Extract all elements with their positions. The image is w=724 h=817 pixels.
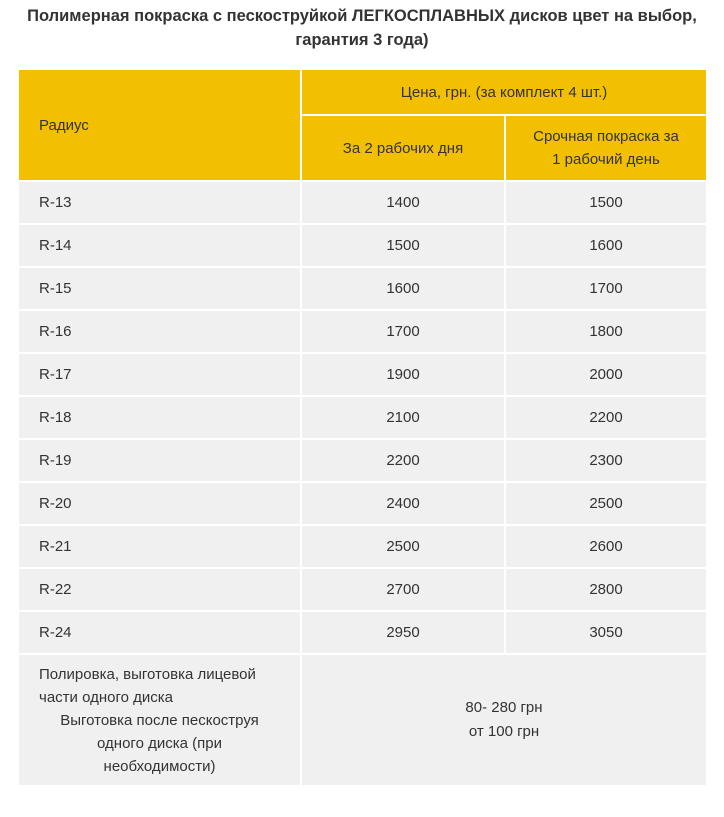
- cell-radius: R-16: [18, 310, 301, 353]
- cell-price-urgent: 2000: [505, 353, 707, 396]
- cell-price-normal: 2950: [301, 611, 505, 654]
- footer-services-price: [301, 654, 707, 786]
- cell-price-normal: 1400: [301, 181, 505, 224]
- table-row: [18, 224, 707, 267]
- table-row: [18, 525, 707, 568]
- header-radius: Радиус: [18, 69, 301, 181]
- header-col-normal: За 2 рабочих дня: [301, 115, 505, 181]
- footer-label-line-4: одного диска (при: [97, 734, 222, 752]
- cell-price-urgent: 1800: [505, 310, 707, 353]
- footer-label-line-1: Полировка, выготовка лицевой: [39, 665, 256, 683]
- cell-radius: R-22: [18, 568, 301, 611]
- header-col-urgent: [505, 115, 707, 181]
- table-row: [18, 267, 707, 310]
- page-title-line-2: гарантия 3 года): [295, 31, 429, 49]
- cell-radius: R-19: [18, 439, 301, 482]
- cell-radius: R-21: [18, 525, 301, 568]
- cell-price-normal: 2700: [301, 568, 505, 611]
- header-price-group: Цена, грн. (за комплект 4 шт.): [301, 69, 707, 115]
- cell-radius: R-15: [18, 267, 301, 310]
- table-row: [18, 396, 707, 439]
- cell-price-urgent: 1600: [505, 224, 707, 267]
- table-header-row: [18, 69, 707, 115]
- cell-radius: R-20: [18, 482, 301, 525]
- footer-services-label: [18, 654, 301, 786]
- cell-price-normal: 1600: [301, 267, 505, 310]
- cell-price-urgent: 2800: [505, 568, 707, 611]
- header-col-urgent-line-2: 1 рабочий день: [552, 151, 660, 168]
- price-table: [17, 68, 708, 787]
- cell-price-normal: 1900: [301, 353, 505, 396]
- cell-price-urgent: 1500: [505, 181, 707, 224]
- cell-radius: R-17: [18, 353, 301, 396]
- cell-price-normal: 2200: [301, 439, 505, 482]
- cell-radius: R-18: [18, 396, 301, 439]
- cell-radius: R-24: [18, 611, 301, 654]
- cell-radius: R-13: [18, 181, 301, 224]
- cell-price-normal: 2500: [301, 525, 505, 568]
- footer-label-line-5: необходимости): [103, 757, 216, 775]
- table-row: [18, 611, 707, 654]
- table-footer-row: [18, 654, 707, 786]
- footer-label-line-2: части одного диска: [39, 688, 173, 706]
- page-title-line-1: Полимерная покраска с пескоструйкой ЛЕГКОСПЛАВНЫХ дисков цвет на выбор,: [27, 7, 697, 25]
- cell-price-normal: 1700: [301, 310, 505, 353]
- table-row: [18, 568, 707, 611]
- cell-price-normal: 1500: [301, 224, 505, 267]
- cell-price-urgent: 2500: [505, 482, 707, 525]
- table-row: [18, 310, 707, 353]
- page-title: [0, 4, 724, 52]
- cell-price-normal: 2400: [301, 482, 505, 525]
- table-row: [18, 353, 707, 396]
- cell-price-urgent: 1700: [505, 267, 707, 310]
- table-row: [18, 482, 707, 525]
- cell-price-normal: 2100: [301, 396, 505, 439]
- cell-radius: R-14: [18, 224, 301, 267]
- cell-price-urgent: 2300: [505, 439, 707, 482]
- table-row: [18, 439, 707, 482]
- header-col-urgent-line-1: Срочная покраска за: [533, 128, 679, 145]
- footer-label-line-3: Выготовка после пескоструя: [60, 711, 259, 729]
- cell-price-urgent: 3050: [505, 611, 707, 654]
- footer-value-line-1: 80- 280 грн: [465, 699, 543, 716]
- cell-price-urgent: 2600: [505, 525, 707, 568]
- cell-price-urgent: 2200: [505, 396, 707, 439]
- footer-value-line-2: от 100 грн: [468, 723, 540, 740]
- table-row: [18, 181, 707, 224]
